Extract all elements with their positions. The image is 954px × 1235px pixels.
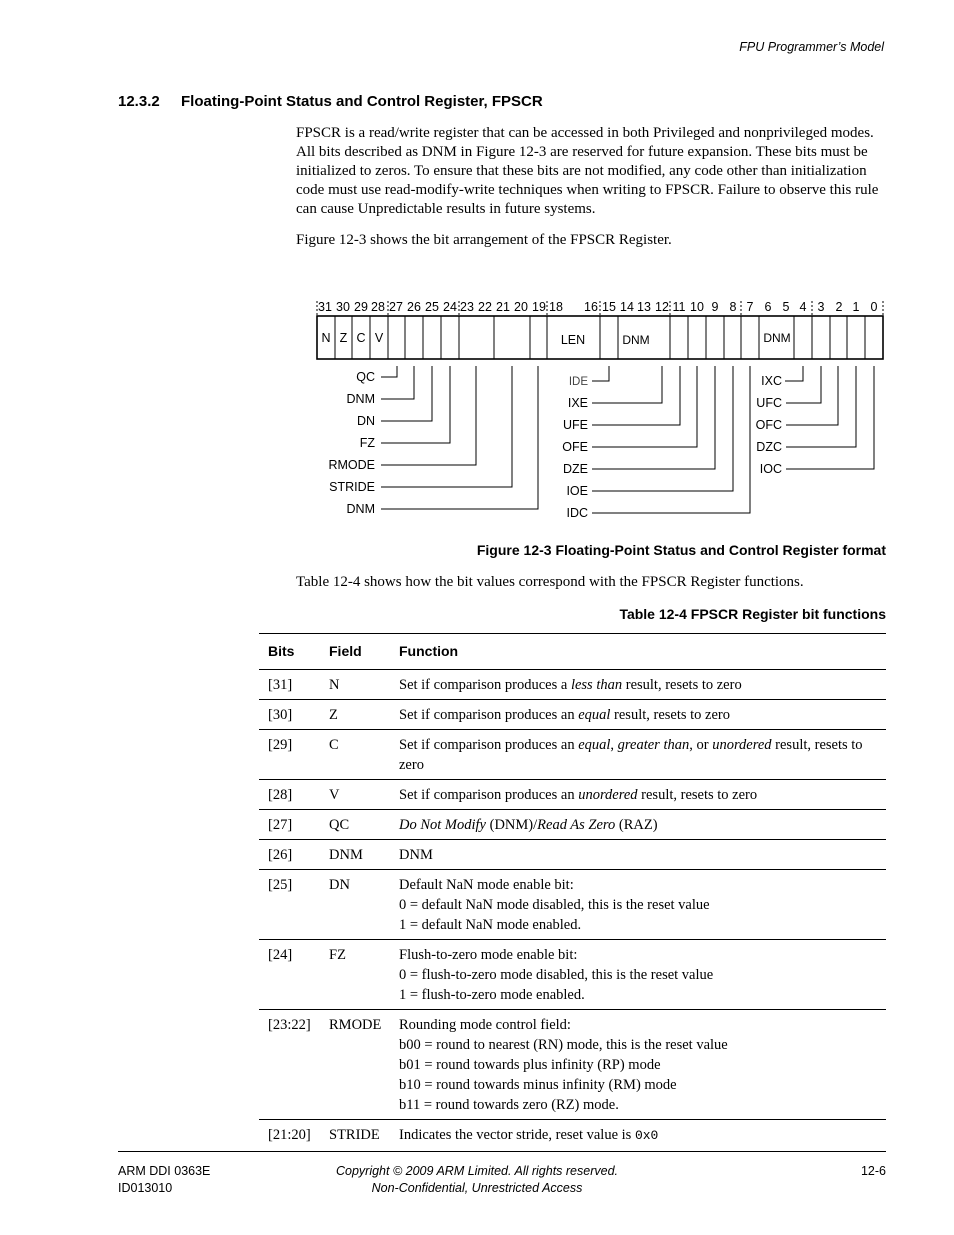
function-line: 0 = default NaN mode disabled, this is the reset value [399, 897, 710, 913]
callout-ufc: UFC [756, 396, 782, 410]
footer-doc-id: ARM DDI 0363E [118, 1164, 211, 1178]
bit-label-n: N [321, 331, 331, 345]
bit-number: 6 [764, 300, 772, 314]
table-row [259, 940, 886, 1010]
bit-number: 26 [407, 300, 421, 314]
header-field: Field [329, 634, 399, 670]
cell-function: DNM [399, 840, 886, 870]
callout-ide: IDE [568, 376, 588, 388]
cell-field: DNM [329, 840, 399, 870]
bit-number: 8 [729, 300, 737, 314]
register-box [317, 316, 883, 359]
bit-number: 3 [817, 300, 825, 314]
callout-ixe: IXE [567, 396, 588, 410]
function-emphasis: unordered [712, 737, 772, 753]
bit-number: 11 [672, 300, 686, 314]
cell-field: FZ [329, 940, 399, 1010]
function-line: Rounding mode control field: [399, 1017, 571, 1033]
callout-fz: FZ [359, 436, 375, 450]
footer-access: Non-Confidential, Unrestricted Access [371, 1181, 583, 1195]
callout-idc: IDC [566, 506, 588, 520]
cell-function [399, 810, 886, 840]
cell-field: N [329, 670, 399, 700]
callout-ixc: IXC [761, 374, 782, 388]
function-line: b10 = round towards minus infinity (RM) mode [399, 1077, 677, 1093]
intro-paragraph: FPSCR is a read/write register that can be accessed in both Privileged and nonprivileged modes. All bits described as DNM in Figure 12-3 are reserved for future expansion. These bits must be initialized to zeros. To ensure that these bits are not modified, any code other than initialization code must use read-modify-write techniques when writing to FPSCR. Failure to observe this rule can cause Unpredictable results in future systems. [296, 125, 879, 217]
bit-functions-table [259, 633, 886, 1150]
table-reference-paragraph: Table 12-4 shows how the bit values correspond with the FPSCR Register functions. [296, 574, 804, 590]
table-row [259, 700, 886, 730]
footer-legal [0, 1163, 954, 1197]
callout-stride: STRIDE [329, 480, 375, 494]
bit-number: 20 [514, 300, 528, 314]
function-emphasis: equal [578, 707, 611, 723]
bit-label-z: Z [339, 331, 348, 345]
bit-number: 22 [478, 300, 492, 314]
reset-value-code: 0x0 [634, 1128, 659, 1143]
function-text: (RAZ) [615, 817, 658, 833]
footer-rule [118, 1151, 886, 1152]
cell-bits: [27] [259, 810, 329, 840]
table-row [259, 870, 886, 940]
callout-connectors [381, 366, 874, 513]
bit-label-c: C [356, 331, 366, 345]
bit-label-len: LEN [560, 333, 586, 347]
bit-number: 21 [496, 300, 510, 314]
bit-number: 23 [460, 300, 474, 314]
cell-bits: [24] [259, 940, 329, 1010]
cell-function [399, 730, 886, 780]
callout-ufe: UFE [563, 418, 588, 432]
bit-number: 1 [852, 300, 860, 314]
cell-bits: [30] [259, 700, 329, 730]
bit-number: 18 [549, 300, 563, 314]
footer-copyright: Copyright © 2009 ARM Limited. All rights reserved. [335, 1164, 618, 1178]
function-text: Set if comparison produces an [399, 737, 579, 753]
callout-ofe: OFE [562, 440, 588, 454]
running-header: FPU Programmer’s Model [739, 40, 884, 54]
cell-field: STRIDE [329, 1127, 380, 1143]
function-text: result, resets to zero [637, 787, 758, 803]
function-text: result, resets to zero [399, 737, 863, 773]
table-row [259, 780, 886, 810]
cell-function [399, 780, 886, 810]
bit-number: 0 [870, 300, 878, 314]
bit-number: 19 [532, 300, 546, 314]
boundary-ticks [317, 301, 883, 315]
function-text: Set if comparison produces a [399, 677, 571, 693]
bit-number: 30 [336, 300, 350, 314]
figure-reference-paragraph: Figure 12-3 shows the bit arrangement of the FPSCR Register. [296, 232, 672, 248]
table-caption: Table 12-4 FPSCR Register bit functions [619, 606, 886, 622]
bit-number: 14 [620, 300, 634, 314]
table-row [259, 1120, 886, 1151]
function-line: b00 = round to nearest (RN) mode, this is the reset value [399, 1037, 728, 1053]
bit-number: 31 [318, 300, 332, 314]
cell-bits: [31] [259, 670, 329, 700]
callout-dzc: DZC [756, 440, 782, 454]
section-number: 12.3.2 [118, 93, 160, 110]
cell-field: Z [329, 700, 399, 730]
bit-number: 4 [799, 300, 807, 314]
function-line: Default NaN mode enable bit: [399, 877, 574, 893]
cell-field: C [329, 730, 399, 780]
section-heading [118, 93, 543, 110]
callout-dnm: DNM [346, 502, 375, 516]
function-line: 1 = default NaN mode enabled. [399, 917, 582, 933]
cell-bits: [26] [259, 840, 329, 870]
function-line: 0 = flush-to-zero mode disabled, this is the reset value [399, 967, 714, 983]
cell-field: DN [329, 870, 399, 940]
table-row [259, 810, 886, 840]
bit-number: 29 [354, 300, 368, 314]
table-header-row [259, 634, 886, 670]
callout-dze: DZE [563, 462, 588, 476]
cell-field: RMODE [329, 1010, 399, 1120]
bit-number: 5 [782, 300, 790, 314]
cell-function [399, 940, 886, 1010]
bit-number: 13 [637, 300, 651, 314]
cell-field: QC [329, 810, 399, 840]
function-text: , [610, 737, 618, 753]
cell-bits: [25] [259, 870, 329, 940]
cell-bits: [28] [259, 780, 329, 810]
bit-number: 7 [746, 300, 754, 314]
callout-ofc: OFC [755, 418, 782, 432]
function-emphasis: greater than [617, 737, 690, 753]
function-emphasis: Read As Zero [537, 817, 616, 833]
callout-ioe: IOE [566, 484, 588, 498]
figure-caption: Figure 12-3 Floating-Point Status and Control Register format [476, 542, 886, 558]
cell-bits: [29] [259, 730, 329, 780]
bit-number: 25 [425, 300, 439, 314]
table-row [259, 1010, 886, 1120]
bit-number: 2 [835, 300, 843, 314]
function-text: Set if comparison produces an [399, 707, 579, 723]
footer-page-number: 12-6 [860, 1164, 886, 1178]
function-text: , or [689, 737, 713, 753]
header-bits: Bits [259, 634, 329, 670]
table-row [259, 730, 886, 780]
cell-function [399, 670, 886, 700]
cell-function [399, 700, 886, 730]
callout-rmode: RMODE [328, 458, 375, 472]
header-function: Function [399, 634, 886, 670]
callout-dn: DN [356, 414, 375, 428]
function-text: Indicates the vector stride, reset value is [399, 1127, 635, 1143]
bit-number: 24 [443, 300, 457, 314]
cell-bits: [21:20] [268, 1127, 311, 1143]
cell-function [399, 870, 886, 940]
cell-function [399, 1010, 886, 1120]
bit-number: 9 [711, 300, 719, 314]
bit-number: 27 [389, 300, 403, 314]
bit-number: 28 [371, 300, 385, 314]
function-emphasis: less than [570, 677, 623, 693]
section-title: Floating-Point Status and Control Register, FPSCR [181, 93, 543, 110]
function-emphasis: Do Not Modify [399, 817, 486, 833]
cell-field: V [329, 780, 399, 810]
function-text: (DNM)/ [486, 817, 538, 833]
bit-label-dnm-right: DNM [763, 331, 791, 345]
function-text: Set if comparison produces an [399, 787, 579, 803]
function-line: Flush-to-zero mode enable bit: [399, 947, 578, 963]
function-line: b11 = round towards zero (RZ) mode. [399, 1097, 619, 1113]
function-text: result, resets to zero [610, 707, 731, 723]
callout-ioc: IOC [759, 462, 782, 476]
bit-number: 10 [690, 300, 704, 314]
function-emphasis: equal [578, 737, 611, 753]
function-text: result, resets to zero [622, 677, 742, 693]
function-line: b01 = round towards plus infinity (RP) mode [399, 1057, 661, 1073]
cell-function [399, 1120, 886, 1151]
bit-number: 15 [602, 300, 616, 314]
bit-number: 12 [655, 300, 669, 314]
cell-bits: [23:22] [259, 1010, 329, 1120]
bit-label-v: V [374, 331, 384, 345]
bit-number: 16 [584, 300, 598, 314]
fpscr-bit-diagram [0, 0, 954, 540]
bit-label-dnm-mid: DNM [622, 333, 650, 347]
function-emphasis: unordered [578, 787, 638, 803]
table-row [259, 670, 886, 700]
table-row [259, 840, 886, 870]
function-line: 1 = flush-to-zero mode enabled. [399, 987, 585, 1003]
callout-dnm: DNM [346, 392, 375, 406]
callout-qc: QC [356, 370, 375, 384]
footer-doc-rev: ID013010 [118, 1181, 173, 1195]
